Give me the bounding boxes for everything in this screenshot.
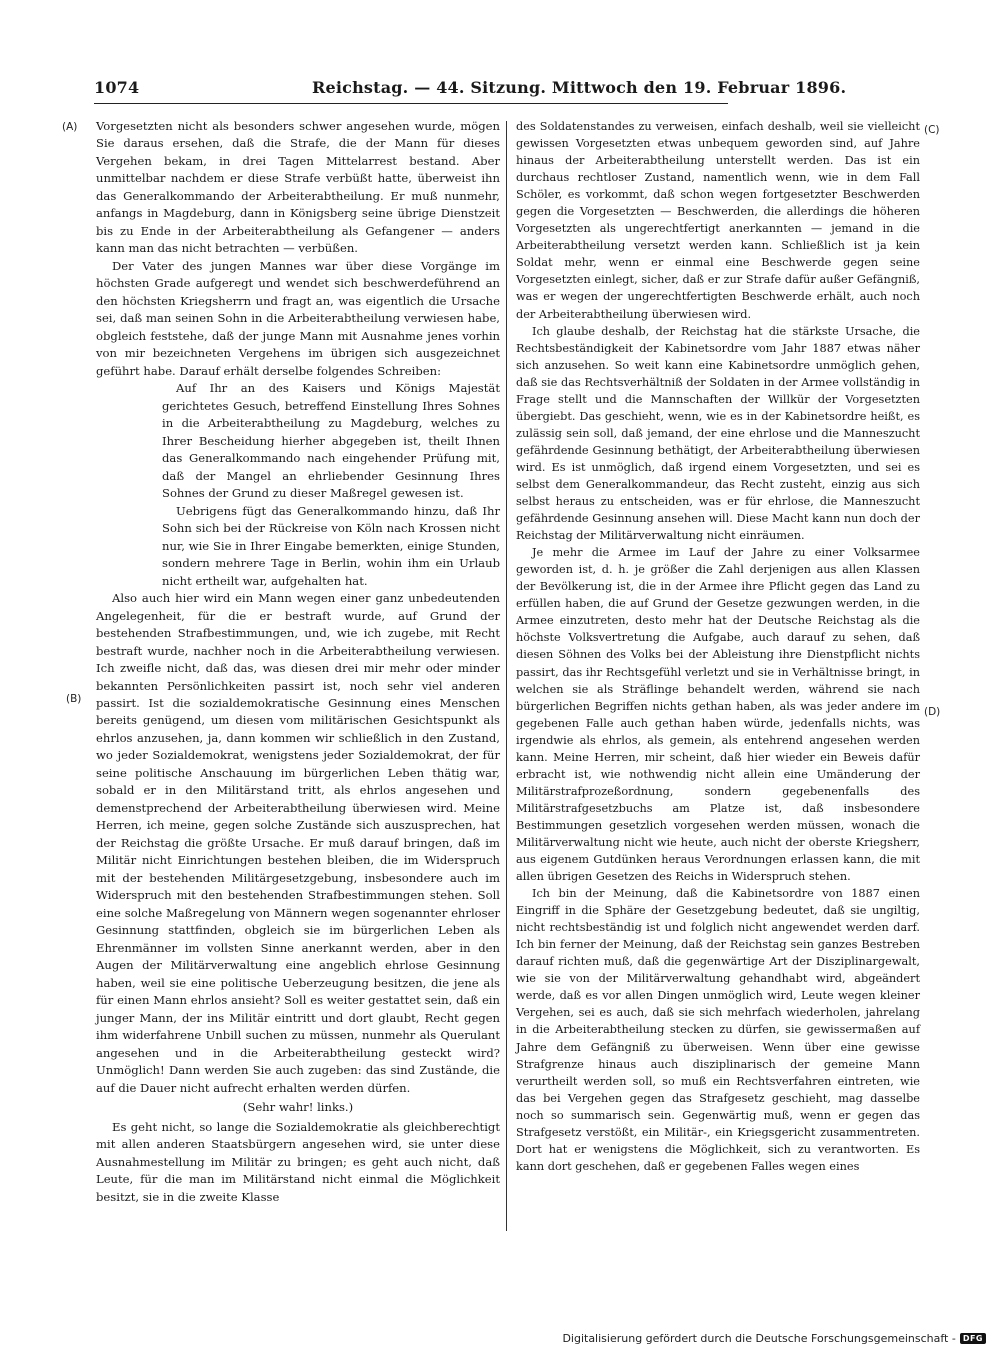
page-title: Reichstag. — 44. Sitzung. Mittwoch den 19. Februar 1896. <box>312 78 847 97</box>
quoted-letter: Uebrigens fügt das Generalkommando hinzu, daß Ihr Sohn sich bei der Rückreise von Köln nach Krossen nicht nur, wie Sie in Ihrer Eingabe bemerkten, einige Stunden, sondern mehrere Tage in Berlin, wohin ihm ein Urlaub nicht ertheilt war, aufgehalten hat. <box>162 503 500 588</box>
paragraph: Vorgesetzten nicht als besonders schwer angesehen wurde, mögen Sie daraus ersehen, daß die Strafe, die der Mann für dieses Vergehen bekam, in drei Tagen Mittelarrest bestand. Aber unmittelbar nachdem er diese Strafe verbüßt hatte, überweist ihn das Generalkommando der Arbeiterabtheilung. Er muß nunmehr, anfangs in Magdeburg, dann in Königsberg seine übrige Dienstzeit bis zu Ende in der Arbeiterabtheilung als Gefangener — anders kann man das nicht betrachten — verbüßen. <box>96 119 500 256</box>
paragraph: Der Vater des jungen Mannes war über diese Vorgänge im höchsten Grade aufgeregt und wendet sich beschwerdeführend an den höchsten Kriegsherrn und fragt an, was eigentlich die Ursache sei, daß man seinen Sohn in die Arbeiterabtheilung verwiesen habe, obgleich feststehe, daß der junge Mann mit Ausnahme jenes vorhin von mir bezeichneten Vergehens im übrigen sich ausgezeichnet geführt habe. Darauf erhält derselbe folgendes Schreiben: <box>96 258 500 378</box>
paragraph: Je mehr die Armee im Lauf der Jahre zu einer Volksarmee geworden ist, d. h. je größer die Zahl derjenigen aus allen Klassen der Bevölkerung ist, die in der Armee ihre Pflicht gegen das Land zu erfüllen haben, die auf Grund der Gesetze gezwungen werden, in die Armee einzutreten, desto mehr hat der Deutsche Reichstag als die höchste Volksvertretung die Aufgabe, auch darauf zu sehen, daß diesen Söhnen des Volks bei der Ableistung ihre Dienstpflicht nichts passirt, das ihr Rechtsgefühl verletzt und sie in Verhältnisse bringt, in welchen sie als Sträflinge behandelt werden, während sie nach bürgerlichen Begriffen nichts gethan haben, als was jeder andere im gegebenen Falle auch gethan haben würde, jedenfalls nichts, was irgendwie als ehrlos, als gemein, als entehrend angesehen werden kann. Meine Herren, mir scheint, daß hier wieder ein Beweis dafür erbracht ist, wie nothwendig nicht allein eine Umänderung der Militärstrafprozeßordnung, sondern gegebenenfalls des Militärstrafgesetzbuchs am Platze ist, daß insbesondere Bestimmungen gesetzlich vorgesehen werden müssen, wonach die Militärverwaltung nicht wie heute, auch nicht der oberste Kriegsherr, aus eigenem Gutdünken heraus Verordnungen erlassen kann, die mit allen übrigen Gesetzen des Reichs in Widerspruch stehen. <box>516 546 920 884</box>
page-header <box>94 74 847 100</box>
page-number: 1074 <box>94 78 140 97</box>
right-column <box>516 118 920 1175</box>
paragraph: Ich bin der Meinung, daß die Kabinetsordre von 1887 einen Eingriff in die Sphäre der Gesetzgebung bedeutet, daß sie ungiltig, nicht rechtsbeständig ist und folglich nicht angewendet werden darf. Ich bin ferner der Meinung, daß der Reichstag sein ganzes Bestreben darauf richten muß, daß die gegenwärtige Art der Disziplinargewalt, wie sie von der Militärverwaltung gehandhabt wird, abgeändert werde, daß es vor allen Dingen unmöglich wird, Leute wegen kleiner Vergehen, sei es auch, daß sie sich mehrfach wiederholen, jahrelang in die Arbeiterabtheilung stecken zu dürfen, sie gewissermaßen auf Jahre dem Gefängniß zu überweisen. Wenn über eine gewisse Strafgrenze hinaus auch disziplinarisch der gemeine Mann verurtheilt werden soll, so muß ein Rechtsverfahren eintreten, wie das bei Vergehen gegen das Strafgesetz geschieht, mag dasselbe noch so summarisch sein. Gegenwärtig muß, wenn er gegen das Strafgesetz verstößt, ein Militär-, ein Kriegsgericht zusammentreten. Dort hat er wenigstens die Möglichkeit, sich zu verantworten. Es kann dort geschehen, daß er gegebenen Falles wegen eines <box>516 887 920 1173</box>
margin-marker-c: (C) <box>924 124 940 136</box>
footer-text: Digitalisierung gefördert durch die Deutsche Forschungsgemeinschaft - <box>562 1331 956 1345</box>
paragraph: Ich glaube deshalb, der Reichstag hat die stärkste Ursache, die Rechtsbeständigkeit der Kabinetsordre vom Jahr 1887 etwas näher sich anzusehen. So weit kann eine Kabinetsordre unmöglich gehen, daß sie das Rechtsverhältniß der Soldaten in der Armee vollständig in Frage stellt und die Mannschaften der Willkür der Vorgesetzten übergiebt. Das geschieht, wenn, wie es in der Kabinetsordre heißt, es zulässig sein soll, daß jemand, der eine ehrlose und die Manneszucht gefährdende Gesinnung bethätigt, der Arbeiterabtheilung überwiesen wird. Es ist unmöglich, daß irgend einem Vorgesetzten, und sei es selbst dem Generalkommandeur, das Recht zusteht, einzig aus sich selbst heraus zu entscheiden, was er für ehrlose, die Manneszucht gefährdende Gesinnung ansehen will. Diese Macht kann nun doch der Reichstag der Militärverwaltung nicht einräumen. <box>516 324 920 543</box>
header-rule <box>94 103 728 104</box>
digitization-footer <box>562 1331 986 1345</box>
interjection: (Sehr wahr! links.) <box>242 1100 354 1115</box>
paragraph: Also auch hier wird ein Mann wegen einer ganz unbedeutenden Angelegenheit, für die er bestraft wurde, auf Grund der bestehenden Strafbestimmungen, und, wie ich zugebe, mit Recht bestraft wurde, nachher noch in die Arbeiterabtheilung verwiesen. Ich zweifle nicht, daß das, was diesen drei mir mehr oder minder bekannten Persönlichkeiten passirt ist, noch sehr viel anderen passirt. Ist die sozialdemokratische Gesinnung eines Menschen bereits genügend, um diesen vom militärischen Gesichtspunkt als ehrlos anzusehen, ja, dann kommen wir schließlich in den Zustand, wo jeder Sozialdemokrat, wenigstens jeder Sozialdemokrat, der für seine politische Anschauung im bürgerlichen Leben thätig war, sobald er in den Militärstand tritt, als ehrlos angesehen und demenstprechend der Arbeiterabtheilung überwiesen wird. Meine Herren, ich meine, gegen solche Zustände sich auszusprechen, hat der Reichstag die größte Ursache. Er muß darauf bringen, daß im Militär nicht Einrichtungen bestehen bleiben, die im Widerspruch mit der bestehenden Militärgesetzgebung, insbesondere auch im Widerspruch mit den bestehenden Strafbestimmungen stehen. Soll eine solche Maßregelung von Männern wegen sogenannter ehrloser Gesinnung stattfinden, obgleich sie im bürgerlichen Leben als Ehrenmänner im vollsten Sinne anerkannt werden, aber in den Augen der Militärverwaltung eine angeblich ehrlose Gesinnung haben, weil sie eine politische Ueberzeugung besitzen, die jene als für einen Mann ehrlos ansieht? Soll es weiter gestattet sein, daß ein junger Mann, der ins Militär eintritt und dort glaubt, Recht gegen ihm widerfahrene Unbill suchen zu müssen, nunmehr als Querulant angesehen und in die Arbeiterabtheilung gesteckt wird? Unmöglich! Dann werden Sie auch zugeben: das sind Zustände, die auf die Dauer nicht aufrecht erhalten werden dürfen. <box>96 591 500 1095</box>
dfg-logo-icon: DFG <box>960 1333 986 1344</box>
column-divider <box>506 121 507 1231</box>
margin-marker-a: (A) <box>62 121 78 133</box>
paragraph: Es geht nicht, so lange die Sozialdemokratie als gleichberechtigt mit allen anderen Staatsbürgern angesehen wird, sie unter diese Ausnahmestellung im Militär zu bringen; es geht auch nicht, daß Leute, für die man im Militärstand nicht einmal die Möglichkeit besitzt, sie in die zweite Klasse <box>96 1119 500 1204</box>
quoted-letter: Auf Ihr an des Kaisers und Königs Majestät gerichtetes Gesuch, betreffend Einstellung Ihres Sohnes in die Arbeiterabtheilung zu Magdeburg, welches zu Ihrer Bescheidung hierher abgegeben ist, theilt Ihnen das Generalkommando nach eingehender Prüfung mit, daß der Mangel an ehrliebender Gesinnung Ihres Sohnes der Grund zu dieser Maßregel gewesen ist. <box>162 381 500 501</box>
left-column <box>96 118 500 1206</box>
margin-marker-b: (B) <box>66 693 82 705</box>
paragraph: des Soldatenstandes zu verweisen, einfach deshalb, weil sie vielleicht gewissen Vorgesetzten etwas unbequem geworden sind, auf Jahre hinaus der Arbeiterabtheilung unterstellt werden. Das ist ein durchaus rechtloser Zustand, namentlich wenn, wie in dem Fall Schöler, es vorkommt, daß schon wegen fortgesetzter Beschwerden gegen die Vorgesetzten — Beschwerden, die allerdings die höheren Vorgesetzten als ungerechtfertigt anerkannten — jemand in die Arbeiterabtheilung versetzt werden kann. Schließlich ist ja kein Soldat mehr, wenn er einmal eine Beschwerde gegen seine Vorgesetzten einlegt, sicher, daß er zur Strafe dafür außer Gefängniß, was er wegen der ungerechtfertigten Beschwerde erhält, auch noch der Arbeiterabtheilung überwiesen wird. <box>516 120 920 321</box>
margin-marker-d: (D) <box>924 706 941 718</box>
